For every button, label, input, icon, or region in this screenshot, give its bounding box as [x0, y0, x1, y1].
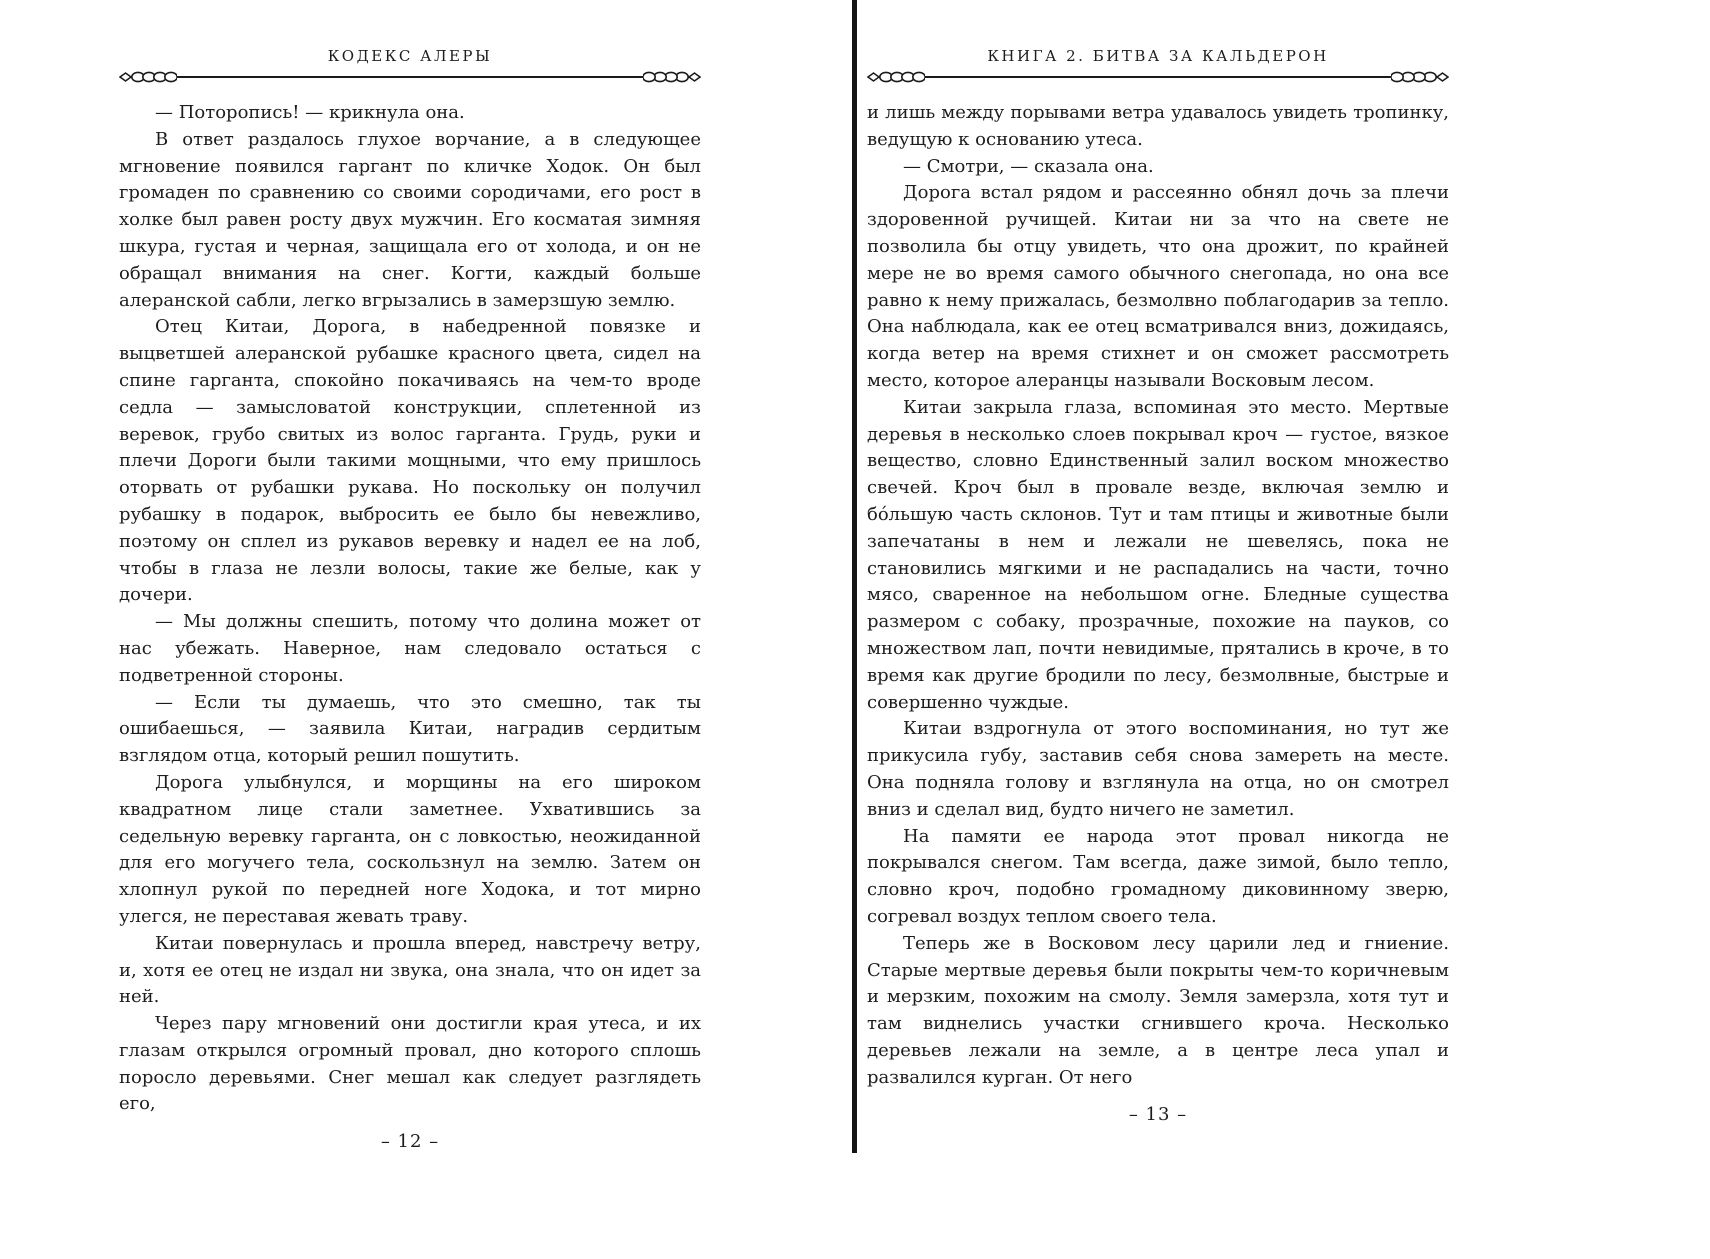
text-paragraph: Через пару мгновений они достигли края утеса, и их глазам открылся огромный провал, дно которого сплошь поросло деревьями. Снег мешал как следует разглядеть его,: [119, 1013, 701, 1115]
chain-ornament-icon: [867, 70, 925, 84]
left-page: [119, 0, 701, 1152]
text-paragraph: — Если ты думаешь, что это смешно, так ты ошибаешься, — заявила Китаи, наградив сердитым взглядом отца, который решил пошутить.: [119, 691, 701, 767]
chain-ornament-icon: [1391, 70, 1449, 84]
right-page: [867, 0, 1449, 1125]
text-paragraph: Дорога встал рядом и рассеянно обнял дочь за плечи здоровенной ручищей. Китаи ни за что на свете не позволила бы отцу увидеть, что она дрожит, по крайней мере не во время самого обычного снегопада, но она все равно к нему прижалась, безмолвно поблагодарив за тепло. Она наблюдала, как ее отец всматривался вниз, дожидаясь, когда ветер на время стихнет и он сможет рассмотреть место, которое алеранцы называли Восковым лесом.: [867, 182, 1449, 391]
text-paragraph: Китаи повернулась и прошла вперед, навстречу ветру, и, хотя ее отец не издал ни звука, она знала, что он идет за ней.: [119, 932, 701, 1008]
header-rule-line: [177, 76, 643, 78]
text-paragraph: Китаи закрыла глаза, вспоминая это место. Мертвые деревья в несколько слоев покрывал кроч — густое, вязкое вещество, словно Единственный залил воском множество свечей. Кроч был в провале везде, включая землю и бо́льшую часть склонов. Тут и там птицы и животные были запечатаны в нем и лежали не шевелясь, пока не становились мягкими и не распадались на части, точно мясо, сваренное на небольшом огне. Бледные существа размером с собаку, прозрачные, похожие на пауков, со множеством лап, почти невидимые, прятались в кроче, в то время как другие бродили по лесу, безмолвные, быстрые и совершенно чуждые.: [867, 396, 1449, 713]
text-paragraph: — Мы должны спешить, потому что долина может от нас убежать. Наверное, нам следовало остаться с подветренной стороны.: [119, 611, 701, 686]
text-paragraph: и лишь между порывами ветра удавалось увидеть тропинку, ведущую к основанию утеса.: [867, 102, 1449, 150]
header-rule-line: [925, 76, 1391, 78]
left-page-text: [119, 100, 701, 1118]
text-paragraph: В ответ раздалось глухое ворчание, а в следующее мгновение появился гаргант по кличке Ходок. Он был громаден по сравнению со своими сородичами, его рост в холке был равен росту двух мужчин. Его косматая зимняя шкура, густая и черная, защищала его от холода, и он не обращал внимания на снег. Когти, каждый больше алеранской сабли, легко вгрызались в замерзшую землю.: [119, 128, 701, 311]
text-paragraph: — Смотри, — сказала она.: [903, 155, 1154, 177]
text-paragraph: Отец Китаи, Дорога, в набедренной повязке и выцветшей алеранской рубашке красного цвета, сидел на спине гарганта, спокойно покачиваясь на чем-то вроде седла — замысловатой конструкции, сплетенной из веревок, грубо свитых из волос гарганта. Грудь, руки и плечи Дороги были такими мощными, что ему пришлось оторвать от рубашки рукава. Но поскольку он получил рубашку в подарок, выбросить ее было бы невежливо, поэтому он сплел из рукавов веревку и надел ее на лоб, чтобы в глаза не лезли волосы, такие же белые, как у дочери.: [119, 316, 701, 606]
right-page-text: [867, 100, 1449, 1091]
page-number-right: – 13 –: [1128, 1104, 1188, 1126]
running-header-left: КОДЕКС АЛЕРЫ: [327, 47, 493, 65]
header-rule-left: [119, 70, 701, 84]
header-rule-right: [867, 70, 1449, 84]
text-paragraph: — Поторопись! — крикнула она.: [155, 102, 465, 123]
chain-ornament-icon: [643, 70, 701, 84]
text-paragraph: На памяти ее народа этот провал никогда не покрывался снегом. Там всегда, даже зимой, было тепло, словно кроч, подобно громадному диковинному зверю, согревал воздух теплом своего тела.: [867, 825, 1449, 927]
chain-ornament-icon: [119, 70, 177, 84]
page-number-left: – 12 –: [380, 1131, 440, 1153]
text-paragraph: Дорога улыбнулся, и морщины на его широком квадратном лице стали заметнее. Ухватившись за седельную веревку гарганта, он с ловкостью, неожиданной для его могучего тела, соскользнул на землю. Затем он хлопнул рукой по передней ноге Ходока, и тот мирно улегся, не переставая жевать траву.: [119, 771, 701, 927]
page-divider: [852, 0, 857, 1153]
text-paragraph: Китаи вздрогнула от этого воспоминания, но тут же прикусила губу, заставив себя снова замереть на месте. Она подняла голову и взглянула на отца, но он смотрел вниз и сделал вид, будто ничего не заметил.: [867, 718, 1449, 820]
text-paragraph: Теперь же в Восковом лесу царили лед и гниение. Старые мертвые деревья были покрыты чем-то коричневым и мерзким, похожим на смолу. Земля замерзла, хотя тут и там виднелись участки сгнившего кроча. Несколько деревьев лежали на земле, а в центре леса упал и развалился курган. От него: [867, 932, 1449, 1088]
running-header-right: КНИГА 2. БИТВА ЗА КАЛЬДЕРОН: [987, 47, 1329, 65]
